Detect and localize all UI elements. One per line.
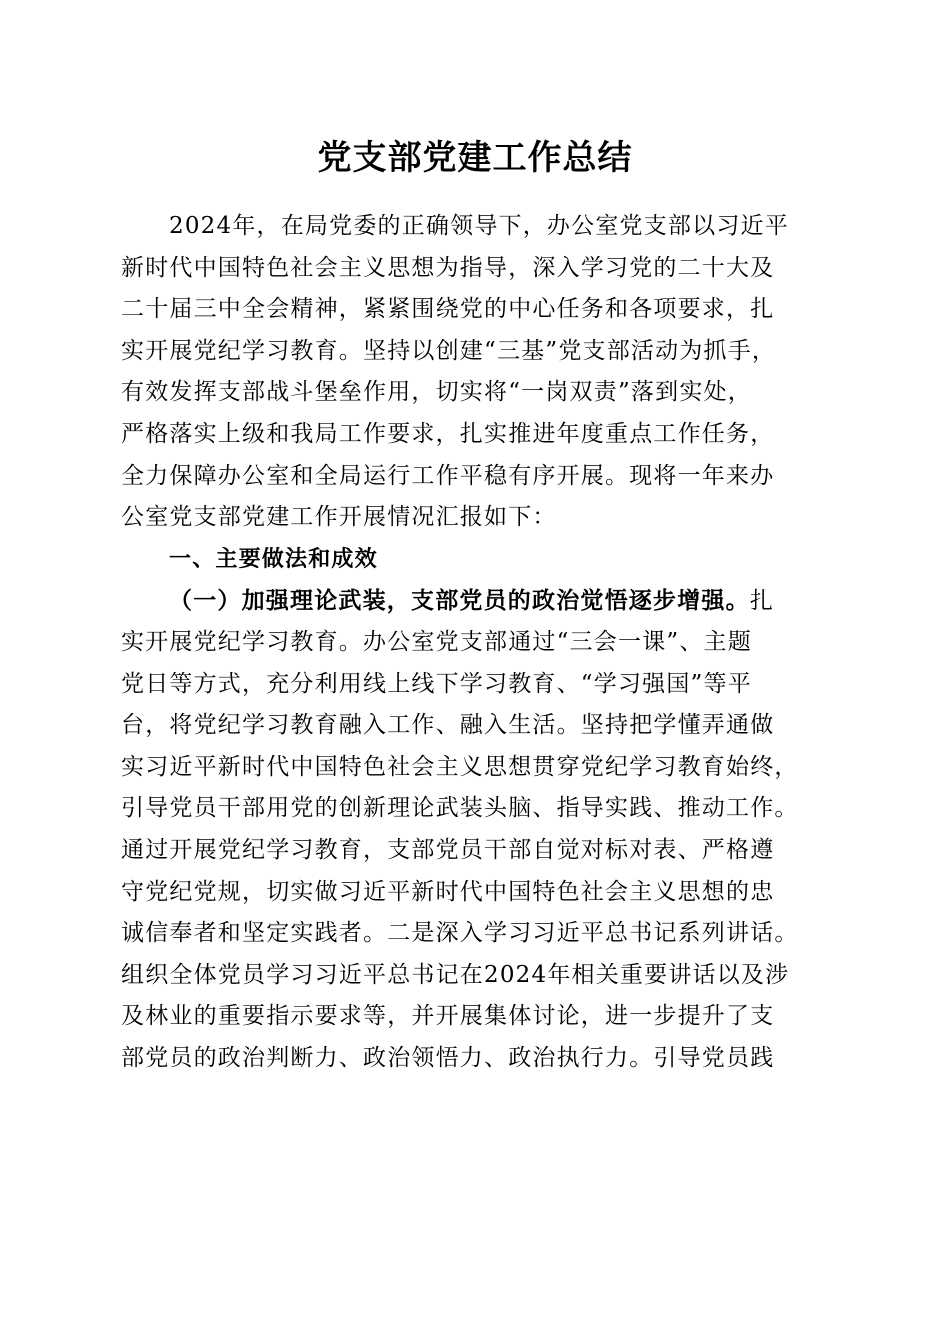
paragraph-line: 引导党员干部用党的创新理论武装头脑、指导实践、推动工作。 [121,795,799,822]
paragraph-line: 新时代中国特色社会主义思想为指导，深入学习党的二十大及 [121,254,775,281]
paragraph-line: 2024年，在局党委的正确领导下，办公室党支部以习近平 [169,213,789,239]
paragraph-line: 党日等方式，充分利用线上线下学习教育、“学习强国”等平 [121,670,752,697]
document-title: 党支部党建工作总结 [317,138,633,178]
paragraph-line: 二十届三中全会精神，紧紧围绕党的中心任务和各项要求，扎 [121,296,775,323]
paragraph-line: 公室党支部党建工作开展情况汇报如下： [121,504,557,531]
paragraph-line: 诚信奉者和坚定实践者。二是深入学习习近平总书记系列讲话。 [121,920,799,947]
subsection-line-rest: 扎 [749,588,775,615]
paragraph-line: 台，将党纪学习教育融入工作、融入生活。坚持把学懂弄通做 [121,712,775,739]
paragraph-line: 组织全体党员学习习近平总书记在2024年相关重要讲话以及涉 [121,961,790,988]
paragraph-line: 有效发挥支部战斗堡垒作用，切实将“一岗双责”落到实处， [121,379,752,406]
document-body [121,206,841,1079]
paragraph-line: 实开展党纪学习教育。坚持以创建“三基”党支部活动为抓手， [121,337,777,364]
paragraph-line: 及林业的重要指示要求等，并开展集体讨论，进一步提升了支 [121,1003,775,1030]
paragraph-line: 严格落实上级和我局工作要求，扎实推进年度重点工作任务， [121,420,775,447]
paragraph-line: 全力保障办公室和全局运行工作平稳有序开展。现将一年来办 [121,462,775,489]
paragraph-line: 实开展党纪学习教育。办公室党支部通过“三会一课”、主题 [121,628,752,655]
paragraph-line: 守党纪党规，切实做习近平新时代中国特色社会主义思想的忠 [121,878,775,905]
subsection-heading: （一）加强理论武装，支部党员的政治觉悟逐步增强。 [169,587,750,615]
paragraph-line: 实习近平新时代中国特色社会主义思想贯穿党纪学习教育始终， [121,753,799,780]
paragraph-line: 部党员的政治判断力、政治领悟力、政治执行力。引导党员践 [121,1044,775,1071]
paragraph-line: 通过开展党纪学习教育，支部党员干部自觉对标对表、严格遵 [121,836,775,863]
section-heading: 一、主要做法和成效 [169,546,378,572]
subsection-first-line [121,580,841,622]
